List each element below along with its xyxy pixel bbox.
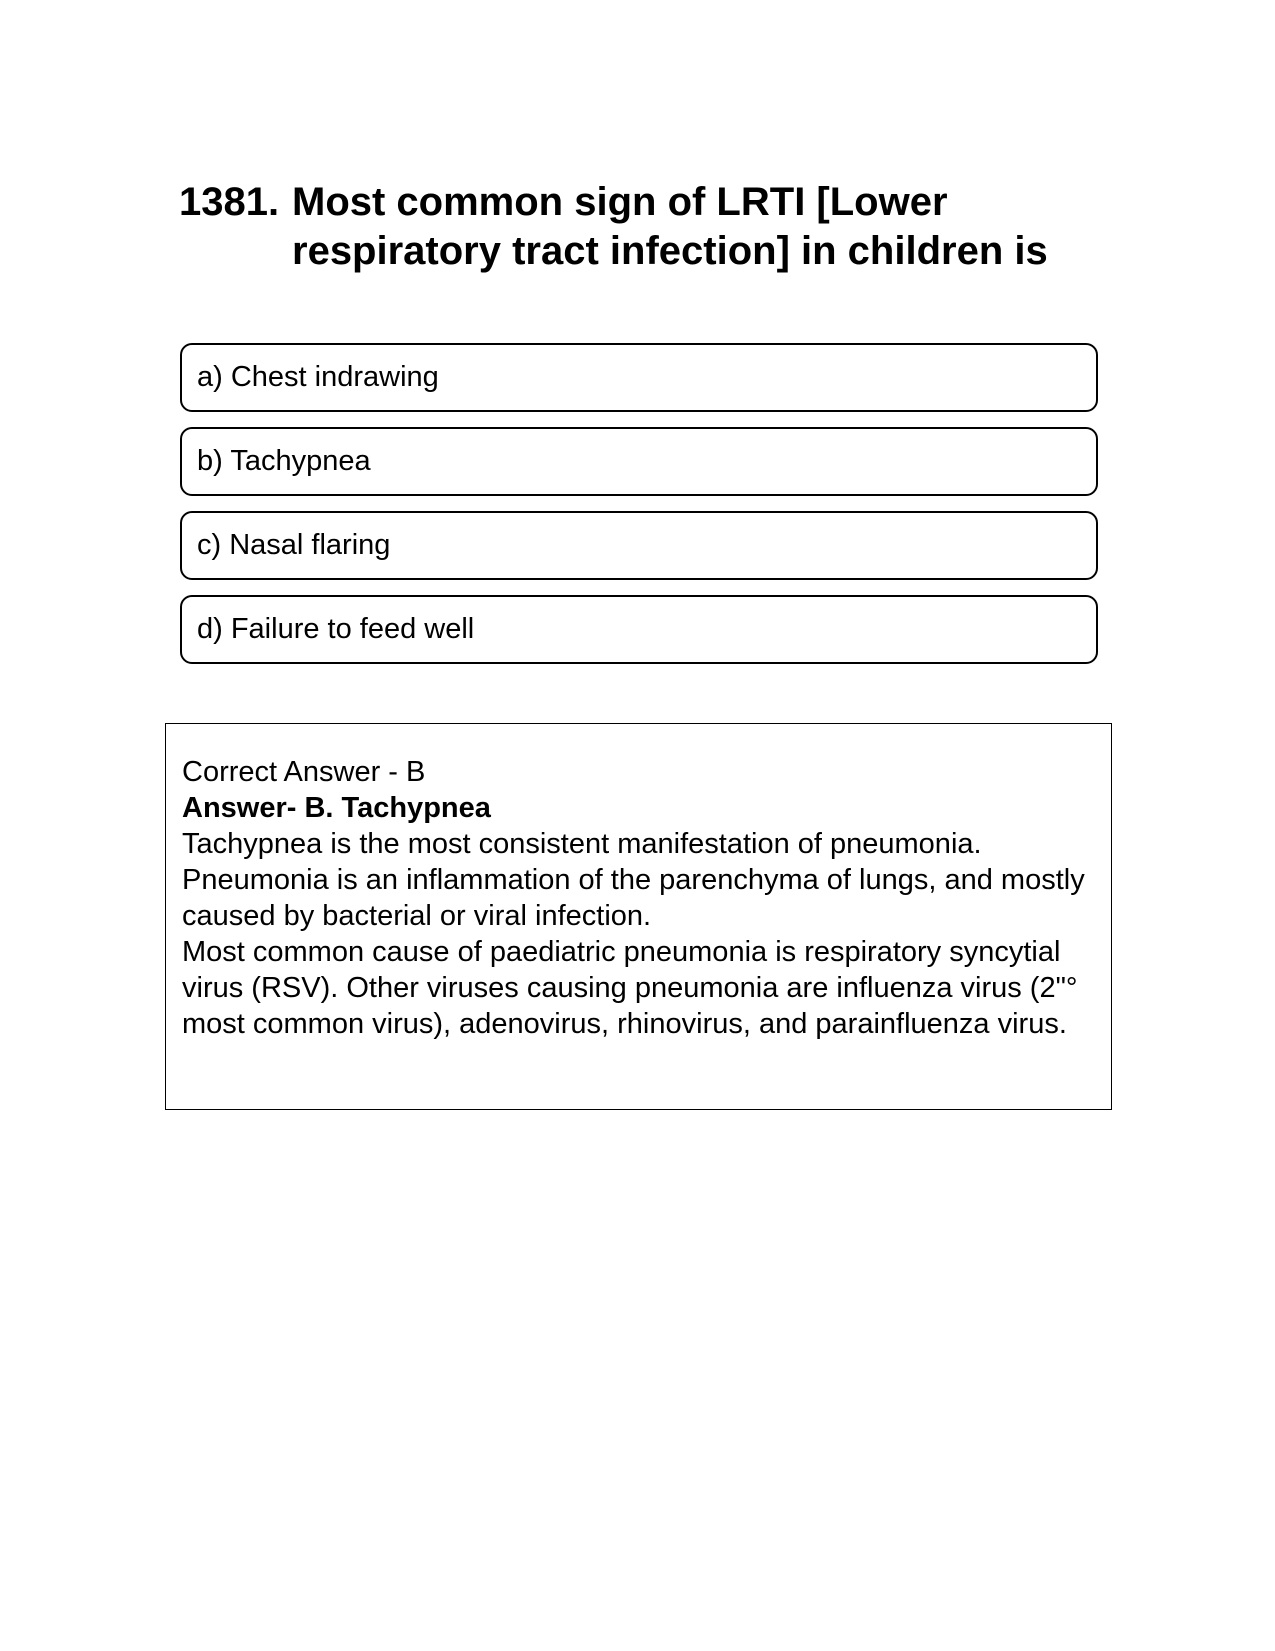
explanation-paragraph-3: Most common cause of paediatric pneumonia is respiratory syncytial virus (RSV). Other viruses causing pneumonia are influenza virus (2"° most common virus), adenovirus, rhinovirus, and parainfluenza virus. [182,936,1078,1040]
correct-answer-line: Correct Answer - B [182,756,426,788]
question-number: 1381. [179,180,280,224]
explanation-paragraph-2: Pneumonia is an inflammation of the parenchyma of lungs, and mostly caused by bacterial or viral infection. [182,864,1085,932]
options-list [180,343,1098,679]
option-c[interactable] [180,511,1098,580]
option-d-label: d) Failure to feed well [197,613,475,645]
option-d[interactable] [180,595,1098,664]
option-c-label: c) Nasal flaring [197,529,391,561]
option-a[interactable] [180,343,1098,412]
answer-heading: Answer- B. Tachypnea [182,792,491,824]
question-text: Most common sign of LRTI [Lower respiratory tract infection] in children is [292,180,1048,273]
option-a-label: a) Chest indrawing [197,361,439,393]
option-b[interactable] [180,427,1098,496]
explanation-paragraph-1: Tachypnea is the most consistent manifestation of pneumonia. [182,828,982,860]
option-b-label: b) Tachypnea [197,445,371,477]
question-header [179,178,1079,276]
answer-explanation-box [165,723,1112,1110]
